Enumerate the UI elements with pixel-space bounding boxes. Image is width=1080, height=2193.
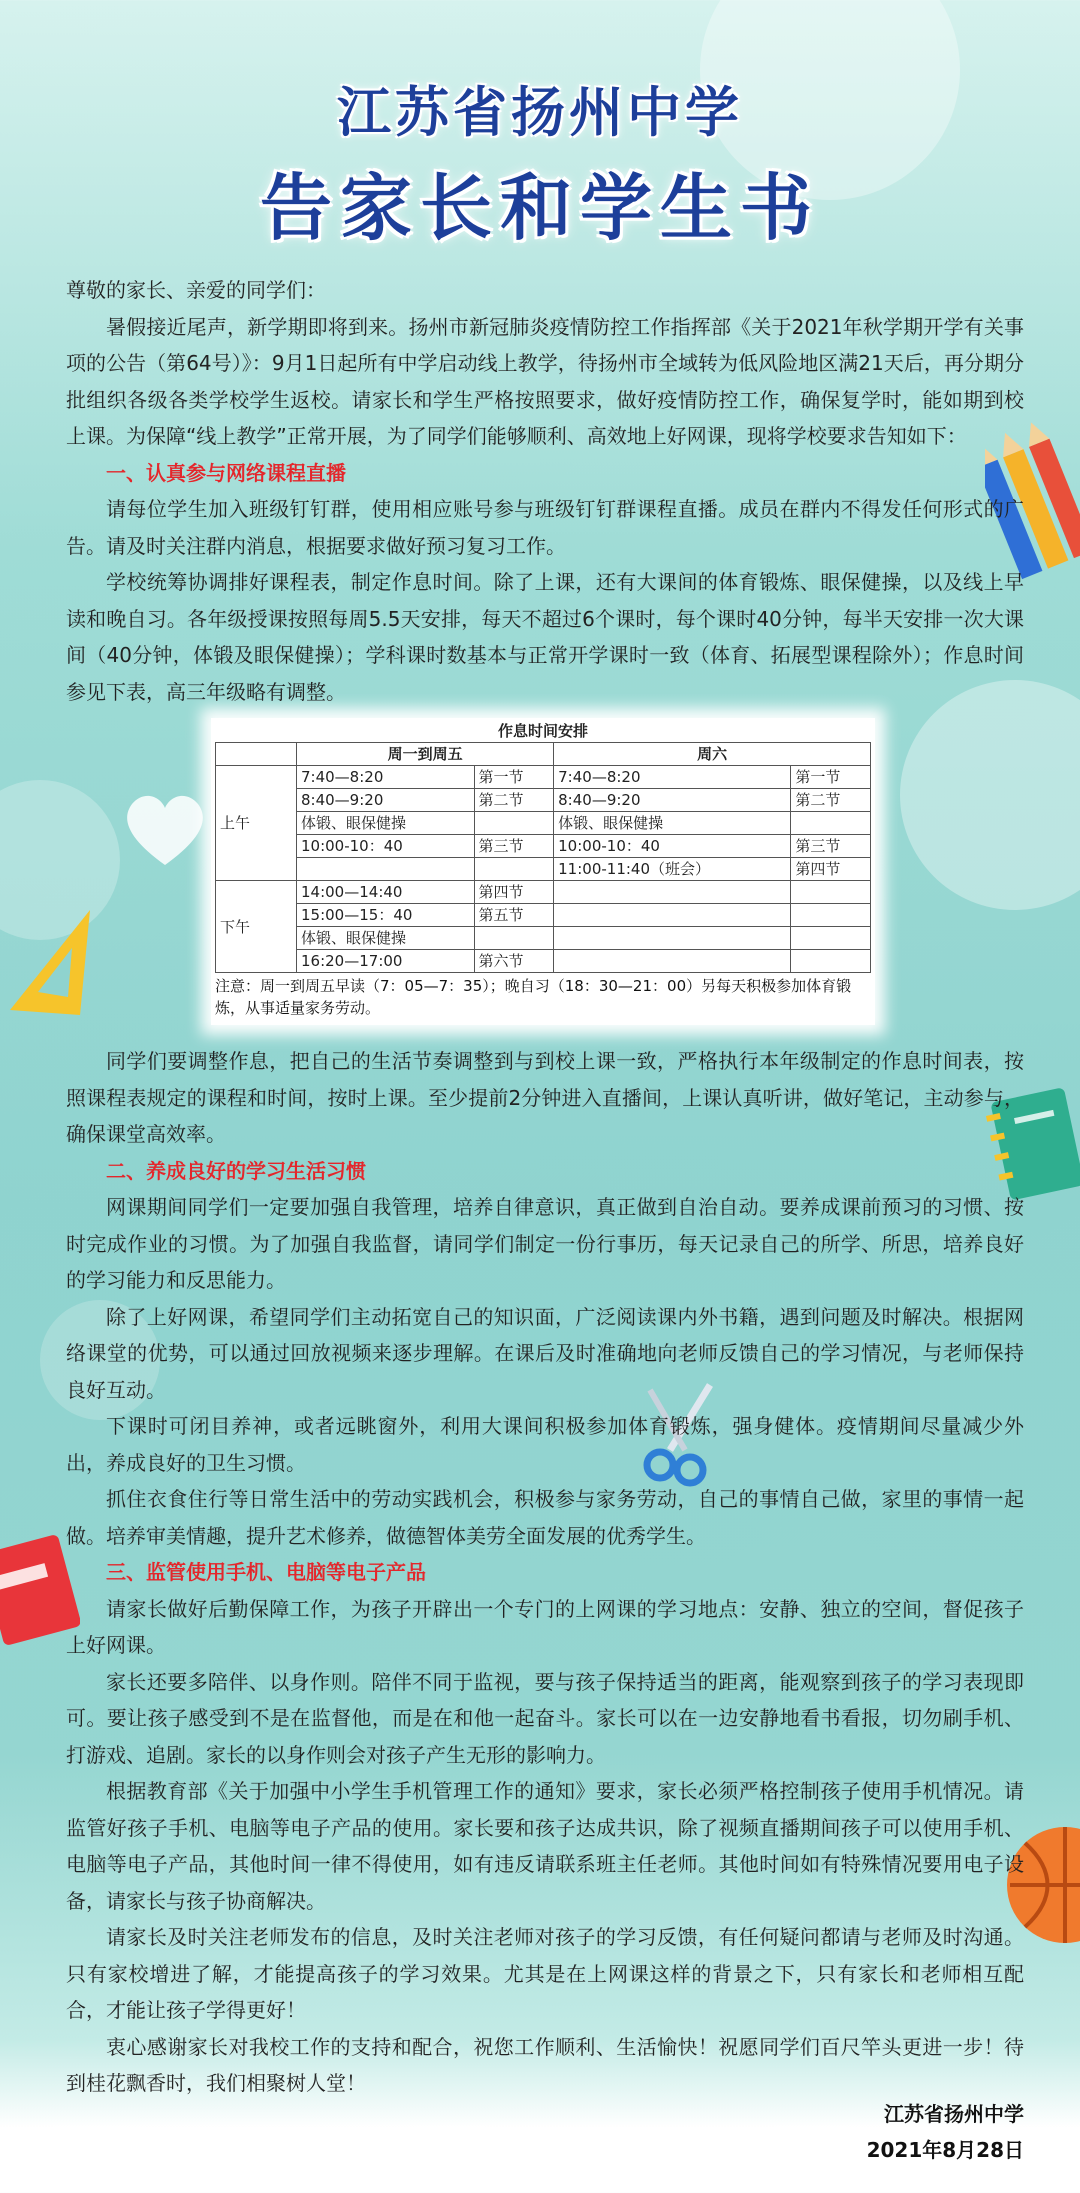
paragraph: 网课期间同学们一定要加强自我管理，培养自律意识，真正做到自治自动。要养成课前预习的习惯、按时完成作业的习惯。为了加强自我监督，请同学们制定一份行事历，每天记录自己的所学、所思，培养良好的学习能力和反思能力。 [66,1195,1024,1292]
table-cell: 第一节 [791,766,871,789]
schedule-caption: 作息时间安排 [497,722,588,740]
schedule-table [211,718,875,1025]
table-cell: 体锻、眼保健操 [554,812,791,835]
table-cell [791,950,871,973]
table-cell [791,904,871,927]
signature: 江苏省扬州中学 [884,2102,1024,2126]
table-cell: 第二节 [791,789,871,812]
table-cell [791,881,871,904]
morning-label: 上午 [216,766,297,881]
section-1-title: 一、认真参与网络课程直播 [106,460,346,485]
table-cell [474,927,554,950]
table-cell: 11:00-11:40（班会） [554,858,791,881]
paragraph: 请家长做好后勤保障工作，为孩子开辟出一个专门的上网课的学习地点：安静、独立的空间，督促孩子上好网课。 [66,1596,1024,1657]
paragraph: 学校统筹协调排好课程表，制定作息时间。除了上课，还有大课间的体育锻炼、眼保健操，以及线上早读和晚自习。各年级授课按照每周5.5天安排，每天不超过6个课时，每个课时40分钟，每半天安排一次大课间（40分钟，体锻及眼保健操）；学科课时数基本与正常开学课时一致（体育、拓展型课程除外）；作息时间参见下表，高三年级略有调整。 [66,570,1024,704]
table-cell [297,858,475,881]
table-cell [554,950,791,973]
table-cell: 体锻、眼保健操 [297,927,475,950]
table-cell: 第三节 [474,835,554,858]
table-cell [554,881,791,904]
table-cell: 第三节 [791,835,871,858]
paragraph: 家长还要多陪伴、以身作则。陪伴不同于监视，要与孩子保持适当的距离，能观察到孩子的学习表现即可。要让孩子感受到不是在监督他，而是在和他一起奋斗。家长可以在一边安静地看书看报，切勿刷手机、打游戏、追剧。家长的以身作则会对孩子产生无形的影响力。 [66,1669,1024,1767]
paragraph: 除了上好网课，希望同学们主动拓宽自己的知识面，广泛阅读课内外书籍，遇到问题及时解决。根据网络课堂的优势，可以通过回放视频来逐步理解。在课后及时准确地向老师反馈自己的学习情况，与老师保持良好互动。 [66,1304,1024,1402]
paragraph: 下课时可闭目养神，或者远眺窗外，利用大课间积极参加体育锻炼，强身健体。疫情期间尽量减少外出，养成良好的卫生习惯。 [66,1414,1024,1475]
table-cell: 10:00-10：40 [554,835,791,858]
paragraph: 请家长及时关注老师发布的信息，及时关注老师对孩子的学习反馈，有任何疑问都请与老师及时沟通。只有家校增进了解，才能提高孩子的学习效果。尤其是在上网课这样的背景之下，只有家长和老师相互配合，才能让孩子学得更好！ [66,1925,1024,2022]
table-cell: 体锻、眼保健操 [297,812,475,835]
table-cell: 8:40—9:20 [554,789,791,812]
intro-paragraph: 暑假接近尾声，新学期即将到来。扬州市新冠肺炎疫情防控工作指挥部《关于2021年秋学期开学有关事项的公告（第64号）》：9月1日起所有中学启动线上教学，待扬州市全域转为低风险地区满21天后，再分期分批组织各级各类学校学生返校。请家长和学生严格按照要求，做好疫情防控工作，确保复学时，能如期到校上课。为保障“线上教学”正常开展，为了同学们能够顺利、高效地上好网课，现将学校要求告知如下： [66,314,1024,448]
table-cell [474,812,554,835]
saturday-header: 周六 [554,743,871,766]
table-cell [791,927,871,950]
paragraph: 抓住衣食住行等日常生活中的劳动实践机会，积极参与家务劳动，自己的事情自己做，家里的事情一起做。培养审美情趣，提升艺术修养，做德智体美劳全面发展的优秀学生。 [66,1487,1024,1548]
letter-title: 告家长和学生书 [259,166,820,250]
schedule-note: 注意：周一到周五早读（7：05—7：35）；晚自习（18：30—21：00）另每天积极参加体育锻炼，从事适量家务劳动。 [215,977,852,1017]
table-cell: 第一节 [474,766,554,789]
signature-block [867,2096,1024,2168]
section-2-title: 二、养成良好的学习生活习惯 [106,1158,366,1183]
table-cell: 第四节 [791,858,871,881]
table-cell: 16:20—17:00 [297,950,475,973]
school-title: 江苏省扬州中学 [337,81,743,144]
table-cell: 第二节 [474,789,554,812]
table-cell: 第四节 [474,881,554,904]
letter-body [66,272,1024,2102]
paragraph: 同学们要调整作息，把自己的生活节奏调整到与到校上课一致，严格执行本年级制定的作息时间表，按照课程表规定的课程和时间，按时上课。至少提前2分钟进入直播间，上课认真听讲，做好笔记，主动参与，确保课堂高效率。 [66,1049,1024,1146]
afternoon-label: 下午 [216,881,297,973]
table-cell: 14:00—14:40 [297,881,475,904]
table-cell [791,812,871,835]
date: 2021年8月28日 [866,2138,1024,2162]
table-cell [554,927,791,950]
weekday-header: 周一到周五 [297,743,554,766]
table-cell: 第五节 [474,904,554,927]
paragraph: 根据教育部《关于加强中小学生手机管理工作的通知》要求，家长必须严格控制孩子使用手机情况。请监管好孩子手机、电脑等电子产品的使用。家长要和孩子达成共识，除了视频直播期间孩子可以使用手机、电脑等电子产品，其他时间一律不得使用，如有违反请联系班主任老师。其他时间如有特殊情况要用电子设备，请家长与孩子协商解决。 [66,1779,1024,1913]
paragraph: 请每位学生加入班级钉钉群，使用相应账号参与班级钉钉群课程直播。成员在群内不得发任何形式的广告。请及时关注群内消息，根据要求做好预习复习工作。 [66,497,1024,558]
closing-paragraph: 衷心感谢家长对我校工作的支持和配合，祝您工作顺利、生活愉快！祝愿同学们百尺竿头更进一步！待到桂花飘香时，我们相聚树人堂！ [66,2034,1024,2095]
section-3-title: 三、监管使用手机、电脑等电子产品 [106,1560,426,1584]
table-cell [474,858,554,881]
table-cell: 10:00-10：40 [297,835,475,858]
table-cell: 第六节 [474,950,554,973]
greeting: 尊敬的家长、亲爱的同学们： [66,278,326,302]
table-cell: 15:00—15：40 [297,904,475,927]
table-cell [554,904,791,927]
table-cell: 8:40—9:20 [297,789,475,812]
table-cell: 7:40—8:20 [297,766,475,789]
table-cell: 7:40—8:20 [554,766,791,789]
